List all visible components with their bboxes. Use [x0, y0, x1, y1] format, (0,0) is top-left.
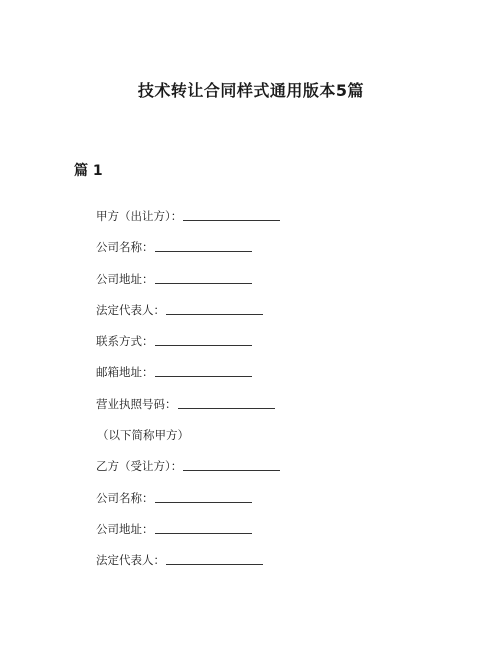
field-label: 公司地址： [96, 271, 154, 286]
field-label: 法定代表人： [96, 302, 165, 317]
party-field-list [96, 206, 280, 582]
field-label: 邮箱地址： [96, 365, 154, 380]
fill-in-blank [155, 237, 252, 252]
field-row-legal-representative [96, 550, 280, 581]
fill-in-blank [155, 519, 252, 534]
field-row-company-name [96, 488, 280, 519]
field-row-party-a [96, 206, 280, 237]
fill-in-blank [155, 269, 252, 284]
field-row-company-name [96, 237, 280, 268]
fill-in-blank [155, 331, 252, 346]
document-title: 技术转让合同样式通用版本5篇 [137, 81, 365, 100]
field-label: 公司名称： [96, 240, 154, 255]
field-row-email [96, 362, 280, 393]
field-label: 乙方（受让方）： [96, 459, 183, 474]
fill-in-blank [166, 300, 263, 315]
field-row-party-b [96, 456, 280, 487]
section-heading: 篇 1 [74, 163, 103, 179]
field-row-business-license [96, 394, 280, 425]
fill-in-blank [155, 362, 252, 377]
fill-in-blank [166, 550, 263, 565]
field-row-contact [96, 331, 280, 362]
fill-in-blank [183, 206, 280, 221]
field-label: 公司名称： [96, 490, 154, 505]
fill-in-blank [183, 456, 280, 471]
field-label: 法定代表人： [96, 553, 165, 568]
field-row-company-address [96, 519, 280, 550]
fill-in-blank [178, 394, 275, 409]
party-note-text: （以下简称甲方） [97, 428, 189, 443]
field-row-legal-representative [96, 300, 280, 331]
field-row-company-address [96, 269, 280, 300]
field-label: 公司地址： [96, 521, 154, 536]
field-row-party-a-note [96, 425, 280, 456]
field-label: 甲方（出让方）： [96, 209, 183, 223]
field-label: 营业执照号码： [96, 396, 177, 411]
fill-in-blank [155, 488, 252, 503]
field-label: 联系方式： [96, 334, 154, 349]
